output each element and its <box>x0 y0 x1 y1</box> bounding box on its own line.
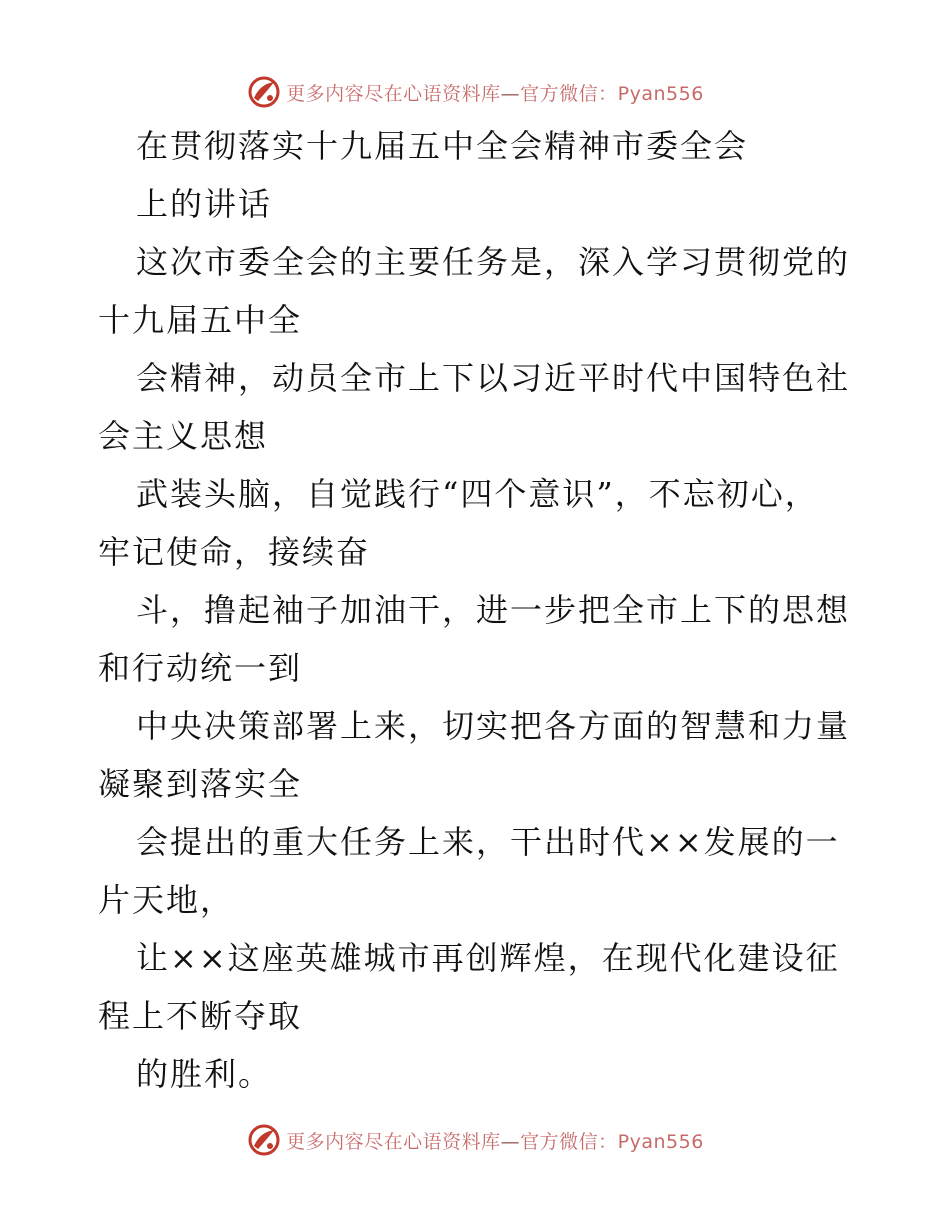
text-line: 和行动统一到 <box>98 649 303 687</box>
text-line: 程上不断夺取 <box>98 997 303 1035</box>
watermark-text: 更多内容尽在心语资料库—官方微信：Pyan556 <box>286 82 704 105</box>
pen-logo-icon <box>246 74 282 110</box>
watermark-text: 更多内容尽在心语资料库—官方微信：Pyan556 <box>286 1130 704 1153</box>
text-line: 会提出的重大任务上来，干出时代××发展的一 <box>136 823 840 861</box>
document-body <box>98 117 858 1103</box>
pen-logo-icon <box>246 1122 282 1158</box>
text-line: 会精神，动员全市上下以习近平时代中国特色社 <box>136 359 851 397</box>
text-line: 会主义思想 <box>98 417 269 455</box>
text-line: 凝聚到落实全 <box>98 765 303 803</box>
footer-watermark <box>0 1120 950 1160</box>
text-line: 中央决策部署上来，切实把各方面的智慧和力量 <box>136 707 851 745</box>
text-line: 在贯彻落实十九届五中全会精神市委全会 <box>136 127 749 165</box>
text-line: 武装头脑，自觉践行“四个意识”，不忘初心， <box>136 475 819 513</box>
text-line: 的胜利。 <box>136 1055 273 1093</box>
text-line: 斗，撸起袖子加油干，进一步把全市上下的思想 <box>136 591 851 629</box>
text-line: 十九届五中全 <box>98 301 303 339</box>
text-line: 这次市委全会的主要任务是，深入学习贯彻党的 <box>136 243 851 281</box>
text-line: 片天地， <box>98 881 235 919</box>
text-line: 让××这座英雄城市再创辉煌，在现代化建设征 <box>136 939 840 977</box>
header-watermark <box>0 72 950 112</box>
text-line: 牢记使命，接续奋 <box>98 533 371 571</box>
text-line: 上的讲话 <box>136 185 273 223</box>
